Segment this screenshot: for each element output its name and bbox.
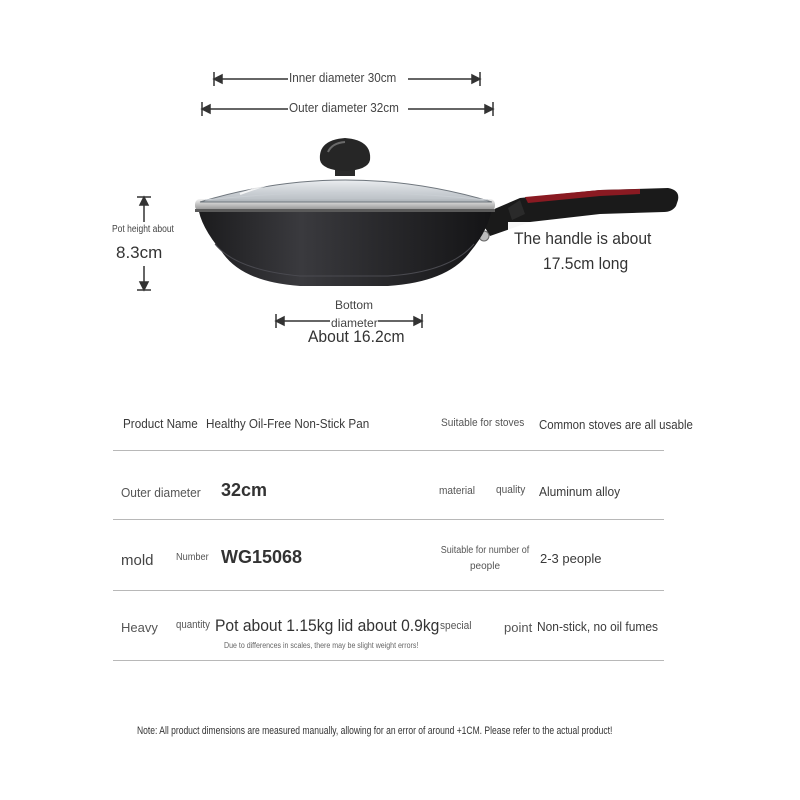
inner-diameter-label: Inner diameter 30cm — [289, 70, 397, 85]
table-divider — [113, 590, 664, 591]
material-label-a: material — [439, 485, 475, 497]
weight-value: Pot about 1.15kg lid about 0.9kg — [215, 616, 440, 635]
model-label-a: mold — [121, 552, 154, 569]
stoves-value: Common stoves are all usable — [539, 417, 693, 432]
bottom-diameter-value: About 16.2cm — [308, 327, 405, 346]
model-label-b: Number — [176, 552, 209, 563]
feature-value: Non-stick, no oil fumes — [537, 619, 658, 634]
wok-lid — [200, 180, 492, 202]
material-label-b: quality — [496, 484, 526, 496]
feature-label-a: special — [440, 620, 472, 632]
product-name-label: Product Name — [123, 416, 198, 431]
stoves-label: Suitable for stoves — [441, 417, 525, 429]
table-divider — [113, 519, 664, 520]
people-label-line2: people — [469, 561, 501, 572]
pot-height-label: Pot height about — [112, 224, 174, 235]
handle-length-line1: The handle is about — [514, 229, 652, 248]
weight-label-a: Heavy — [121, 620, 158, 635]
people-label — [430, 543, 540, 575]
outer-diameter-label: Outer diameter 32cm — [289, 100, 399, 115]
bottom-diameter-line2: diameter — [331, 316, 378, 330]
material-value: Aluminum alloy — [539, 484, 621, 499]
weight-note: Due to differences in scales, there may be slight weight errors! — [224, 641, 419, 650]
handle-length-line2: 17.5cm long — [543, 254, 629, 273]
weight-label-b: quantity — [176, 619, 210, 631]
feature-label-b: point — [504, 620, 533, 635]
lid-knob — [320, 138, 370, 176]
footer-note: Note: All product dimensions are measured manually, allowing for an error of around +1CM. Please refer to the actual product! — [137, 725, 613, 737]
pot-height-value: 8.3cm — [116, 243, 163, 262]
people-label-line1: Suitable for number of — [440, 545, 530, 556]
table-divider — [113, 660, 664, 661]
outer-diameter-spec-label: Outer diameter — [121, 485, 201, 500]
model-number-value: WG15068 — [221, 547, 303, 567]
product-name-value: Healthy Oil-Free Non-Stick Pan — [206, 416, 370, 431]
bottom-diameter-line1: Bottom — [335, 298, 374, 312]
people-value: 2-3 people — [540, 551, 602, 566]
wok-body — [198, 206, 492, 286]
outer-diameter-spec-value: 32cm — [221, 480, 268, 500]
wok-illustration — [0, 0, 800, 360]
table-divider — [113, 450, 664, 451]
